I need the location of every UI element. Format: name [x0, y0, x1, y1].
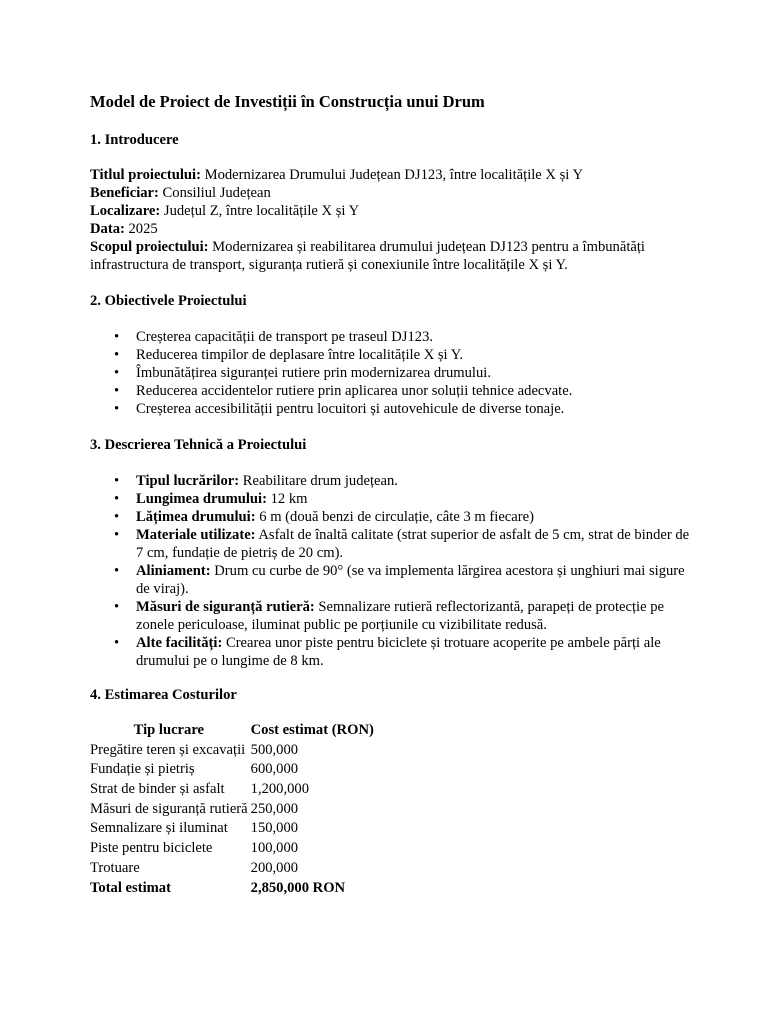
table-row	[90, 800, 377, 820]
table-header-row	[90, 721, 377, 741]
info-label: Titlul proiectului:	[90, 167, 201, 183]
bullet-icon: •	[114, 347, 120, 363]
list-item	[114, 526, 690, 562]
technical-list	[90, 472, 690, 670]
info-value: 2025	[124, 221, 158, 237]
list-item-text: Semnalizare rutieră reflectorizantă, parapeți de protecție pe zonele periculoase, iluminat public pe porțiunile cu vizibilitate redusă.	[136, 599, 665, 633]
list-item-label: Materiale utilizate:	[136, 527, 256, 543]
bullet-icon: •	[114, 509, 120, 525]
list-item-text: Reducerea timpilor de deplasare între localitățile X și Y.	[136, 347, 464, 363]
list-item-label: Lățimea drumului:	[136, 509, 256, 525]
cost-table	[90, 721, 377, 898]
list-item-text: Creșterea capacității de transport pe traseul DJ123.	[136, 329, 434, 345]
cell-tip-lucrare: Semnalizare și iluminat	[90, 820, 228, 837]
info-label: Data:	[90, 221, 125, 237]
section-heading-descriere-tehnica: 3. Descrierea Tehnică a Proiectului	[90, 437, 307, 453]
bullet-icon: •	[114, 491, 120, 507]
list-item-text: Crearea unor piste pentru biciclete și trotuare acoperite pe ambele părți ale drumului pe o lungime de 8 km.	[136, 635, 661, 669]
list-item	[114, 598, 690, 634]
list-item	[114, 490, 690, 508]
list-item	[114, 472, 690, 490]
list-item	[114, 400, 690, 418]
cell-tip-lucrare: Pregătire teren și excavații	[90, 741, 246, 758]
info-value: Consiliul Județean	[158, 185, 271, 201]
list-item	[114, 346, 690, 364]
list-item	[114, 364, 690, 382]
bullet-icon: •	[114, 473, 120, 489]
cell-tip-lucrare: Fundație și pietriș	[90, 761, 195, 778]
list-item-text: Asfalt de înaltă calitate (strat superior de asfalt de 5 cm, strat de binder de 7 cm, fundație de pietriș de 20 cm).	[136, 527, 690, 561]
column-header-cost-estimat: Cost estimat (RON)	[250, 722, 374, 738]
list-item-text: Reducerea accidentelor rutiere prin aplicarea unor soluții tehnice adecvate.	[136, 383, 573, 399]
section-heading-obiective: 2. Obiectivele Proiectului	[90, 293, 247, 309]
column-header-tip-lucrare: Tip lucrare	[133, 722, 205, 738]
list-item-text: Creșterea accesibilității pentru locuitori și autovehicule de diverse tonaje.	[136, 401, 565, 417]
table-row	[90, 839, 377, 859]
cell-cost: 100,000	[250, 840, 299, 857]
info-value: Modernizarea Drumului Județean DJ123, între localitățile X și Y	[200, 167, 583, 183]
project-info	[90, 166, 690, 274]
cell-total-label: Total estimat	[90, 879, 171, 896]
list-item-label: Tipul lucrărilor:	[136, 473, 240, 489]
cell-cost: 250,000	[250, 800, 299, 817]
list-item-text: 6 m (două benzi de circulație, câte 3 m fiecare)	[255, 509, 534, 525]
list-item-label: Măsuri de siguranță rutieră:	[136, 599, 315, 615]
info-row	[90, 220, 690, 238]
list-item	[114, 508, 690, 526]
info-label: Scopul proiectului:	[90, 239, 209, 255]
info-label: Beneficiar:	[90, 185, 159, 201]
list-item	[114, 382, 690, 400]
list-item-text: Reabilitare drum județean.	[239, 473, 398, 489]
cell-tip-lucrare: Piste pentru biciclete	[90, 840, 213, 857]
list-item	[114, 562, 690, 598]
objectives-list	[90, 328, 690, 418]
info-row	[90, 238, 690, 274]
bullet-icon: •	[114, 383, 120, 399]
bullet-icon: •	[114, 365, 120, 381]
list-item-text: Îmbunătățirea siguranței rutiere prin modernizarea drumului.	[136, 365, 491, 381]
list-item	[114, 328, 690, 346]
cell-cost: 200,000	[250, 859, 299, 876]
table-row	[90, 741, 377, 761]
info-row	[90, 184, 690, 202]
info-value: Modernizarea și reabilitarea drumului județean DJ123 pentru a îmbunătăți infrastructura de transport, siguranța rutieră și conexiunile între localitățile X și Y.	[90, 239, 645, 273]
info-label: Localizare:	[90, 203, 161, 219]
cell-cost: 600,000	[250, 761, 299, 778]
info-value: Județul Z, între localitățile X și Y	[160, 203, 360, 219]
cell-cost: 150,000	[250, 820, 299, 837]
table-row	[90, 859, 377, 879]
document-title: Model de Proiect de Investiții în Construcția unui Drum	[90, 92, 485, 111]
table-row	[90, 819, 377, 839]
info-row	[90, 202, 690, 220]
table-total-row	[90, 879, 377, 899]
bullet-icon: •	[114, 599, 120, 615]
list-item-label: Aliniament:	[136, 563, 211, 579]
table-row	[90, 780, 377, 800]
list-item-text: 12 km	[266, 491, 308, 507]
bullet-icon: •	[114, 635, 120, 651]
section-heading-introducere: 1. Introducere	[90, 132, 179, 148]
bullet-icon: •	[114, 563, 120, 579]
bullet-icon: •	[114, 401, 120, 417]
list-item-text: Drum cu curbe de 90° (se va implementa lărgirea acestora și unghiuri mai sigure de viraj).	[136, 563, 685, 597]
cell-tip-lucrare: Măsuri de siguranță rutieră	[90, 800, 248, 817]
cell-total-value: 2,850,000 RON	[250, 879, 346, 896]
cell-tip-lucrare: Strat de binder și asfalt	[90, 781, 225, 798]
bullet-icon: •	[114, 329, 120, 345]
table-row	[90, 760, 377, 780]
bullet-icon: •	[114, 527, 120, 543]
list-item	[114, 634, 690, 670]
info-row	[90, 166, 690, 184]
section-heading-costuri: 4. Estimarea Costurilor	[90, 687, 237, 703]
cell-cost: 1,200,000	[250, 781, 310, 798]
list-item-label: Alte facilități:	[136, 635, 223, 651]
cell-tip-lucrare: Trotuare	[90, 859, 140, 876]
list-item-label: Lungimea drumului:	[136, 491, 267, 507]
cell-cost: 500,000	[250, 741, 299, 758]
